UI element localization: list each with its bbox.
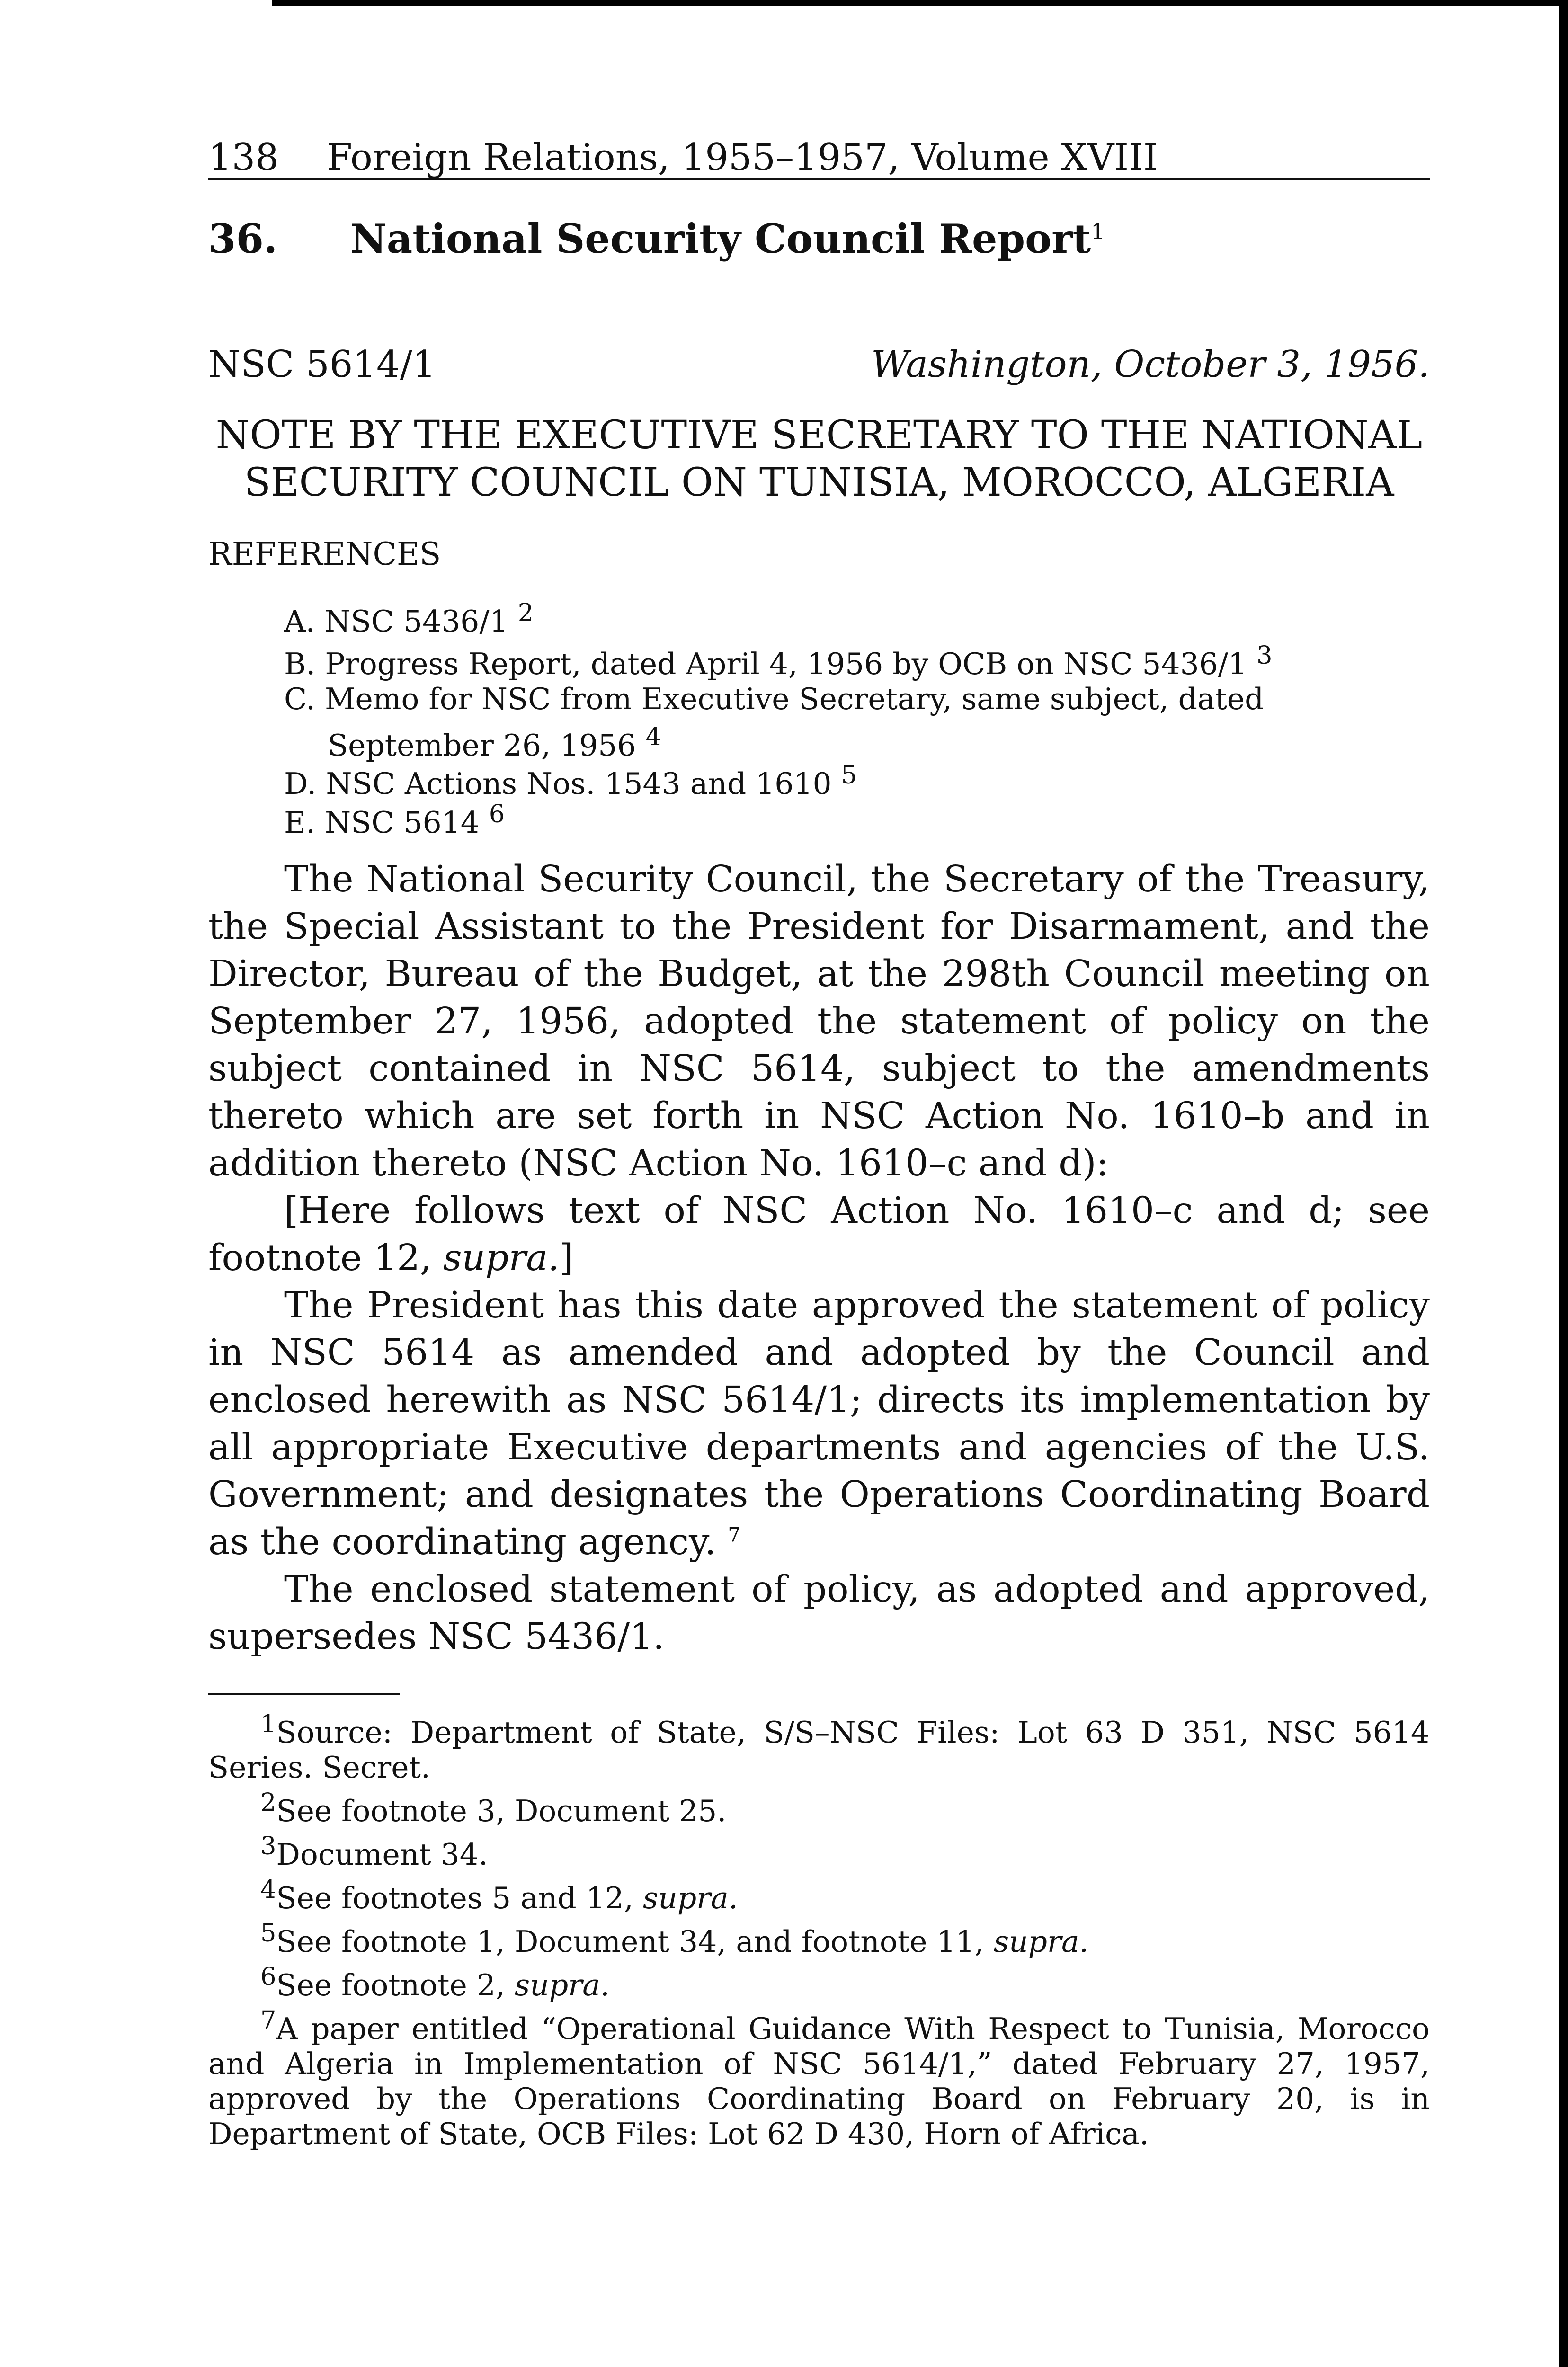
footnote-ref[interactable]: 7 <box>728 1523 741 1547</box>
scan-edge-right <box>1559 0 1568 2367</box>
footnote <box>208 1829 1430 1872</box>
footnote-text: Source: Department of State, S/S–NSC Files: Lot 63 D 351, NSC 5614 Series. Secret. <box>208 1715 1430 1785</box>
footnote-number: 4 <box>260 1875 276 1904</box>
body-paragraph <box>208 1282 1430 1566</box>
scan-edge-top <box>272 0 1568 6</box>
footnote-text: See footnote 3, Document 25. <box>276 1794 727 1828</box>
footnote-rule <box>208 1693 400 1695</box>
footnote-text: Document 34. <box>276 1837 488 1872</box>
footnote-number: 1 <box>260 1709 276 1738</box>
footnote-ref[interactable]: 2 <box>517 598 534 627</box>
footnote-ref[interactable]: 3 <box>1256 641 1273 670</box>
reference-text: E. NSC 5614 <box>284 805 480 840</box>
footnote-italic: supra. <box>642 1881 738 1915</box>
footnote-ref[interactable]: 6 <box>489 800 505 828</box>
footnote-ref[interactable]: 4 <box>645 722 661 751</box>
body-paragraph-text: The President has this date approved the statement of policy in NSC 5614 as amended and adopted by the Council and enclosed herewith as NSC 5614/1; directs its implementation by all appropriate Executive departments and agencies of the U.S. Government; and designates the Operations Coordinating Board as the coordinating agency. <box>208 1284 1430 1563</box>
body-paragraph: The enclosed statement of policy, as adopted and approved, supersedes NSC 5436/1. <box>208 1568 1430 1658</box>
note-heading-line-2: SECURITY COUNCIL ON TUNISIA, MOROCCO, ALGERIA <box>244 460 1394 505</box>
body-text <box>208 856 1430 1661</box>
footnote-text: See footnotes 5 and 12, <box>276 1881 643 1915</box>
footnote-number: 2 <box>260 1788 276 1817</box>
reference-item <box>284 594 534 641</box>
reference-text: D. NSC Actions Nos. 1543 and 1610 <box>284 766 832 801</box>
footnote <box>208 1785 1430 1829</box>
document-id: NSC 5614/1 <box>208 343 436 386</box>
note-heading-line-1: NOTE BY THE EXECUTIVE SECRETARY TO THE NATIONAL <box>215 413 1423 458</box>
footnote <box>208 1959 1430 2003</box>
footnote-text: See footnote 1, Document 34, and footnote 11, <box>276 1924 994 1959</box>
reference-item <box>284 637 1273 683</box>
footnote-italic: supra. <box>514 1968 610 2002</box>
editorial-note-italic: supra. <box>443 1237 560 1279</box>
document-title <box>350 215 1105 263</box>
footnote-italic: supra. <box>993 1924 1089 1959</box>
place-date: Washington, October 3, 1956. <box>871 343 1430 386</box>
running-head <box>208 135 1430 180</box>
footnote-text: See footnote 2, <box>276 1968 515 2002</box>
reference-text: C. Memo for NSC from Executive Secretary, same subject, dated <box>284 682 1264 716</box>
reference-text: September 26, 1956 <box>328 728 636 763</box>
footnote <box>208 2003 1430 2152</box>
footnotes <box>208 1707 1430 2152</box>
references-label: REFERENCES <box>208 536 441 572</box>
footnote-number: 7 <box>260 2006 276 2035</box>
running-title: Foreign Relations, 1955–1957, Volume XVIII <box>327 136 1158 179</box>
footnote-ref[interactable]: 5 <box>841 761 857 790</box>
footnote-ref[interactable]: 1 <box>1091 219 1105 244</box>
body-paragraph <box>208 1187 1430 1282</box>
footnote-number: 5 <box>260 1919 276 1948</box>
body-paragraph: The National Security Council, the Secretary of the Treasury, the Special Assistant to the President for Disarmament, and the Director, Bureau of the Budget, at the 298th Council meeting on September 27, 1956, adopted the statement of policy on the subject contained in NSC 5614, subject to the amendments thereto which are set forth in NSC Action No. 1610–b and in addition thereto (NSC Action No. 1610–c and d): <box>208 858 1430 1184</box>
reference-item <box>284 680 1264 718</box>
footnote-number: 3 <box>260 1832 276 1860</box>
footnote <box>208 1872 1430 1916</box>
reference-text: A. NSC 5436/1 <box>284 604 508 639</box>
document-number: 36. <box>208 215 278 262</box>
document-title-text: National Security Council Report <box>350 215 1091 262</box>
page-number: 138 <box>208 136 279 179</box>
footnote-number: 6 <box>260 1962 276 1991</box>
footnote <box>208 1916 1430 1959</box>
footnote <box>208 1707 1430 1785</box>
editorial-note-close: ] <box>559 1237 574 1279</box>
reference-text: B. Progress Report, dated April 4, 1956 by OCB on NSC 5436/1 <box>284 647 1247 681</box>
footnote-text: A paper entitled “Operational Guidance With Respect to Tunisia, Morocco and Algeria in Implementation of NSC 5614/1,” dated February 27, 1957, approved by the Operations Coordinating Board on February 20, is in Department of State, OCB Files: Lot 62 D 430, Horn of Africa. <box>208 2011 1430 2151</box>
editorial-note: [Here follows text of NSC Action No. 1610–c and d; see footnote 12, <box>208 1190 1430 1279</box>
reference-item <box>284 795 505 842</box>
